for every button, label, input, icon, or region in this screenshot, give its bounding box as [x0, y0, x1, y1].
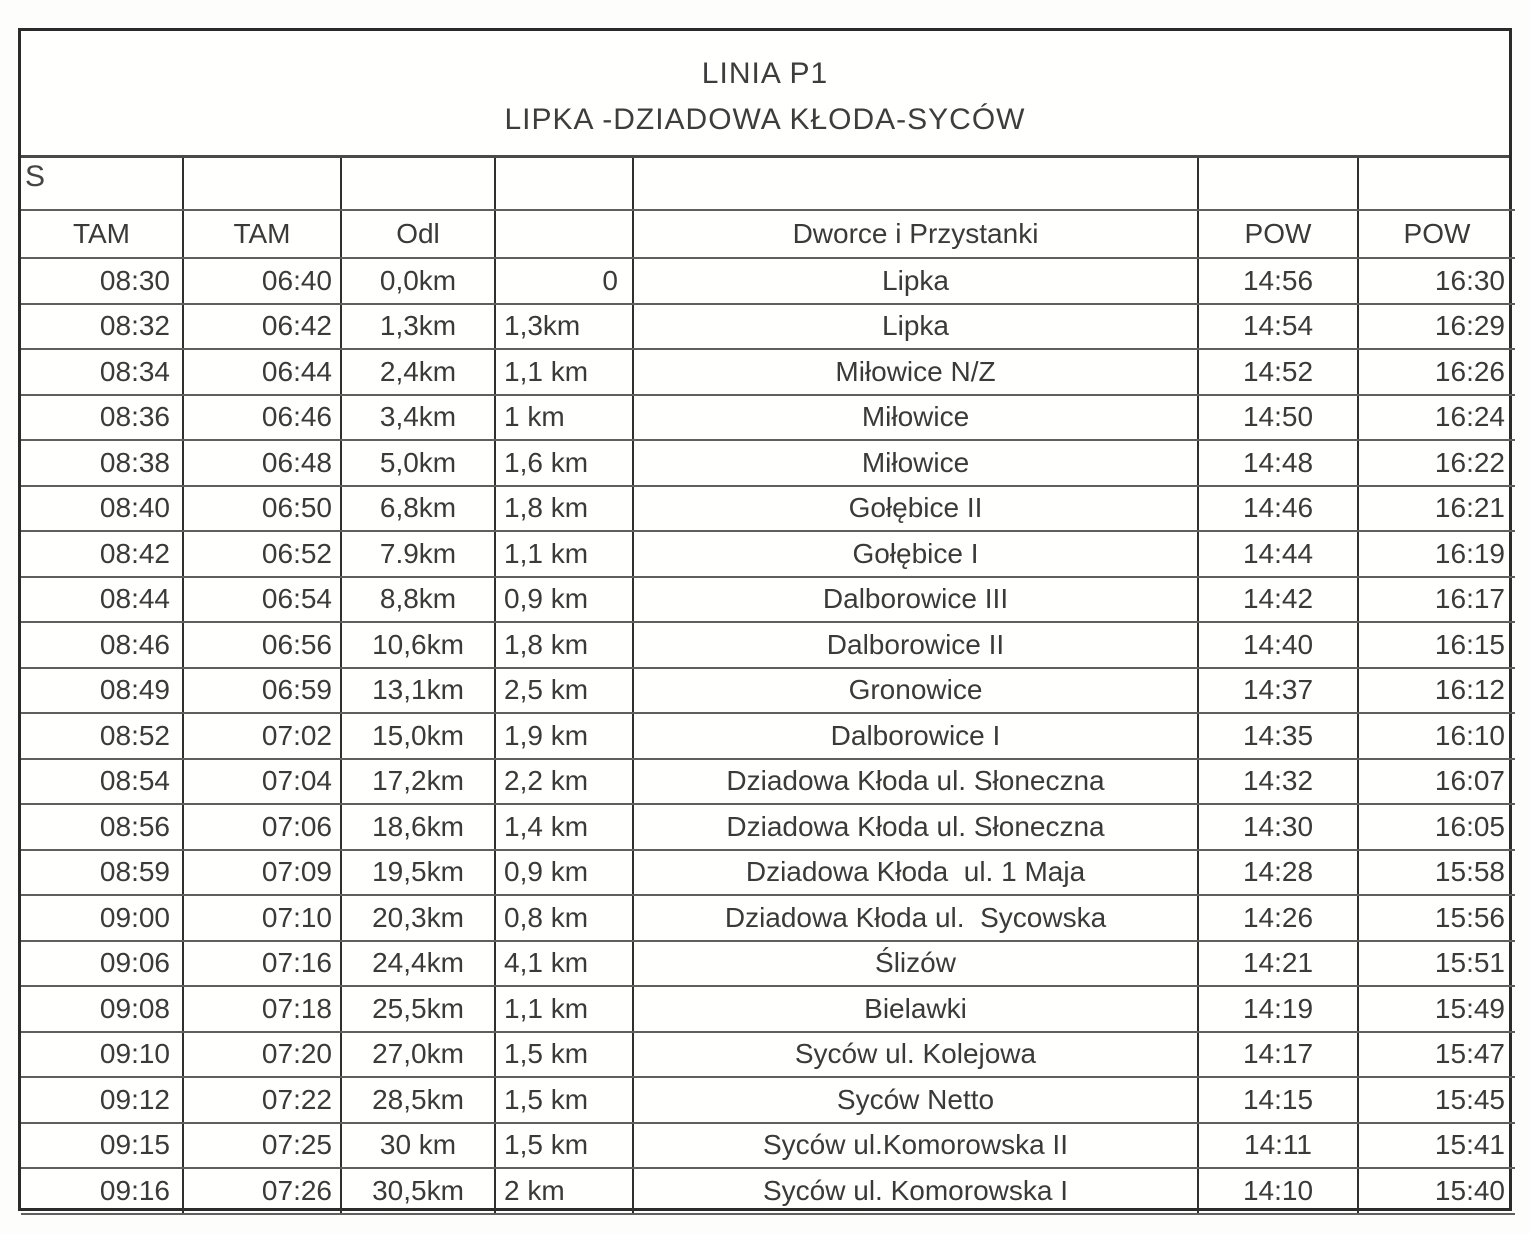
distance-leg: 1,1 km — [495, 349, 633, 395]
stop-name: Miłowice — [633, 395, 1198, 441]
distance-total: 8,8km — [341, 577, 495, 623]
tam-time-1: 08:38 — [21, 440, 183, 486]
distance-leg: 0 — [495, 258, 633, 304]
timetable-sheet — [18, 28, 1512, 1211]
pow-time-1: 14:52 — [1198, 349, 1358, 395]
pow-time-2: 16:05 — [1358, 804, 1515, 850]
pow-time-2: 16:26 — [1358, 349, 1515, 395]
distance-leg: 2,2 km — [495, 759, 633, 805]
header-tam-1: TAM — [21, 210, 183, 258]
pow-time-1: 14:44 — [1198, 531, 1358, 577]
pow-time-2: 16:29 — [1358, 304, 1515, 350]
pow-time-2: 15:45 — [1358, 1077, 1515, 1123]
distance-total: 10,6km — [341, 622, 495, 668]
empty-cell — [1198, 158, 1358, 210]
tam-time-2: 07:10 — [183, 895, 341, 941]
tam-time-1: 09:08 — [21, 986, 183, 1032]
tam-time-2: 06:50 — [183, 486, 341, 532]
route-title: LIPKA -DZIADOWA KŁODA-SYCÓW — [504, 103, 1026, 136]
stop-name: Gronowice — [633, 668, 1198, 714]
table-row — [21, 941, 1515, 987]
tam-time-2: 06:40 — [183, 258, 341, 304]
empty-cell — [1358, 158, 1515, 210]
tam-time-2: 07:25 — [183, 1123, 341, 1169]
table-row — [21, 668, 1515, 714]
distance-total: 28,5km — [341, 1077, 495, 1123]
pow-time-1: 14:54 — [1198, 304, 1358, 350]
pow-time-1: 14:11 — [1198, 1123, 1358, 1169]
stop-name: Bielawki — [633, 986, 1198, 1032]
table-row — [21, 986, 1515, 1032]
distance-total: 30,5km — [341, 1168, 495, 1214]
header-tam-2: TAM — [183, 210, 341, 258]
distance-total: 0,0km — [341, 258, 495, 304]
pow-time-1: 14:10 — [1198, 1168, 1358, 1214]
pow-time-2: 15:51 — [1358, 941, 1515, 987]
table-row — [21, 577, 1515, 623]
table-row — [21, 622, 1515, 668]
table-row — [21, 531, 1515, 577]
pow-time-2: 16:07 — [1358, 759, 1515, 805]
tam-time-1: 09:16 — [21, 1168, 183, 1214]
distance-leg: 1,5 km — [495, 1077, 633, 1123]
distance-leg: 1,5 km — [495, 1123, 633, 1169]
pow-time-2: 16:17 — [1358, 577, 1515, 623]
table-row — [21, 759, 1515, 805]
table-row — [21, 304, 1515, 350]
tam-time-2: 07:26 — [183, 1168, 341, 1214]
tam-time-2: 07:20 — [183, 1032, 341, 1078]
pow-time-2: 16:21 — [1358, 486, 1515, 532]
distance-leg: 4,1 km — [495, 941, 633, 987]
tam-time-1: 08:52 — [21, 713, 183, 759]
empty-cell — [183, 158, 341, 210]
distance-total: 24,4km — [341, 941, 495, 987]
timetable-body — [21, 258, 1515, 1214]
table-row — [21, 349, 1515, 395]
distance-total: 6,8km — [341, 486, 495, 532]
stop-name: Gołębice II — [633, 486, 1198, 532]
tam-time-2: 06:54 — [183, 577, 341, 623]
distance-leg: 0,9 km — [495, 850, 633, 896]
stop-name: Dalborowice I — [633, 713, 1198, 759]
pow-time-1: 14:19 — [1198, 986, 1358, 1032]
pow-time-1: 14:40 — [1198, 622, 1358, 668]
pow-time-1: 14:37 — [1198, 668, 1358, 714]
distance-leg: 1,8 km — [495, 486, 633, 532]
stop-name: Dalborowice II — [633, 622, 1198, 668]
tam-time-2: 06:46 — [183, 395, 341, 441]
distance-total: 25,5km — [341, 986, 495, 1032]
distance-leg: 1,1 km — [495, 986, 633, 1032]
pow-time-2: 15:56 — [1358, 895, 1515, 941]
distance-total: 7.9km — [341, 531, 495, 577]
pow-time-2: 16:10 — [1358, 713, 1515, 759]
pow-time-2: 15:49 — [1358, 986, 1515, 1032]
pow-time-1: 14:35 — [1198, 713, 1358, 759]
stop-name: Dziadowa Kłoda ul. 1 Maja — [633, 850, 1198, 896]
stop-name: Syców Netto — [633, 1077, 1198, 1123]
pow-time-1: 14:21 — [1198, 941, 1358, 987]
pow-time-2: 16:24 — [1358, 395, 1515, 441]
distance-leg: 1,4 km — [495, 804, 633, 850]
distance-total: 1,3km — [341, 304, 495, 350]
stop-name: Lipka — [633, 304, 1198, 350]
title-block — [21, 31, 1509, 158]
tam-time-2: 07:09 — [183, 850, 341, 896]
season-row — [21, 158, 1515, 210]
pow-time-1: 14:15 — [1198, 1077, 1358, 1123]
pow-time-1: 14:26 — [1198, 895, 1358, 941]
header-stops: Dworce i Przystanki — [633, 210, 1198, 258]
distance-leg: 1,8 km — [495, 622, 633, 668]
stop-name: Miłowice — [633, 440, 1198, 486]
distance-leg: 1,1 km — [495, 531, 633, 577]
distance-total: 17,2km — [341, 759, 495, 805]
empty-cell — [495, 158, 633, 210]
distance-total: 18,6km — [341, 804, 495, 850]
pow-time-2: 15:40 — [1358, 1168, 1515, 1214]
tam-time-2: 06:59 — [183, 668, 341, 714]
tam-time-1: 08:36 — [21, 395, 183, 441]
pow-time-2: 15:41 — [1358, 1123, 1515, 1169]
distance-leg: 1 km — [495, 395, 633, 441]
tam-time-2: 06:48 — [183, 440, 341, 486]
stop-name: Miłowice N/Z — [633, 349, 1198, 395]
pow-time-2: 16:12 — [1358, 668, 1515, 714]
table-row — [21, 395, 1515, 441]
distance-leg: 1,9 km — [495, 713, 633, 759]
pow-time-1: 14:17 — [1198, 1032, 1358, 1078]
pow-time-2: 15:47 — [1358, 1032, 1515, 1078]
distance-leg: 2,5 km — [495, 668, 633, 714]
table-row — [21, 895, 1515, 941]
pow-time-2: 16:30 — [1358, 258, 1515, 304]
tam-time-1: 08:32 — [21, 304, 183, 350]
tam-time-1: 08:34 — [21, 349, 183, 395]
tam-time-1: 08:59 — [21, 850, 183, 896]
table-row — [21, 1077, 1515, 1123]
table-row — [21, 440, 1515, 486]
tam-time-2: 07:06 — [183, 804, 341, 850]
pow-time-1: 14:42 — [1198, 577, 1358, 623]
distance-total: 19,5km — [341, 850, 495, 896]
pow-time-1: 14:30 — [1198, 804, 1358, 850]
pow-time-1: 14:32 — [1198, 759, 1358, 805]
pow-time-2: 16:22 — [1358, 440, 1515, 486]
tam-time-1: 09:06 — [21, 941, 183, 987]
header-leg-distance — [495, 210, 633, 258]
stop-name: Syców ul. Komorowska I — [633, 1168, 1198, 1214]
timetable — [21, 158, 1515, 1215]
table-row — [21, 804, 1515, 850]
distance-total: 27,0km — [341, 1032, 495, 1078]
tam-time-1: 08:44 — [21, 577, 183, 623]
tam-time-2: 07:18 — [183, 986, 341, 1032]
stop-name: Dziadowa Kłoda ul. Sycowska — [633, 895, 1198, 941]
tam-time-1: 08:46 — [21, 622, 183, 668]
distance-total: 30 km — [341, 1123, 495, 1169]
tam-time-2: 06:56 — [183, 622, 341, 668]
header-pow-2: POW — [1358, 210, 1515, 258]
pow-time-2: 15:58 — [1358, 850, 1515, 896]
season-label: S — [21, 158, 183, 210]
tam-time-1: 08:40 — [21, 486, 183, 532]
pow-time-1: 14:46 — [1198, 486, 1358, 532]
distance-total: 13,1km — [341, 668, 495, 714]
distance-total: 5,0km — [341, 440, 495, 486]
distance-leg: 1,5 km — [495, 1032, 633, 1078]
tam-time-2: 07:02 — [183, 713, 341, 759]
distance-total: 3,4km — [341, 395, 495, 441]
tam-time-2: 07:04 — [183, 759, 341, 805]
table-row — [21, 1168, 1515, 1214]
pow-time-2: 16:19 — [1358, 531, 1515, 577]
distance-leg: 2 km — [495, 1168, 633, 1214]
stop-name: Gołębice I — [633, 531, 1198, 577]
stop-name: Dziadowa Kłoda ul. Słoneczna — [633, 804, 1198, 850]
tam-time-1: 08:49 — [21, 668, 183, 714]
header-odl: Odl — [341, 210, 495, 258]
tam-time-1: 09:12 — [21, 1077, 183, 1123]
distance-total: 2,4km — [341, 349, 495, 395]
table-row — [21, 258, 1515, 304]
table-row — [21, 713, 1515, 759]
empty-cell — [633, 158, 1198, 210]
stop-name: Ślizów — [633, 941, 1198, 987]
tam-time-1: 08:54 — [21, 759, 183, 805]
pow-time-1: 14:48 — [1198, 440, 1358, 486]
distance-total: 15,0km — [341, 713, 495, 759]
pow-time-1: 14:50 — [1198, 395, 1358, 441]
table-row — [21, 1123, 1515, 1169]
tam-time-1: 08:42 — [21, 531, 183, 577]
distance-leg: 0,9 km — [495, 577, 633, 623]
distance-total: 20,3km — [341, 895, 495, 941]
header-pow-1: POW — [1198, 210, 1358, 258]
tam-time-1: 09:00 — [21, 895, 183, 941]
table-row — [21, 1032, 1515, 1078]
empty-cell — [341, 158, 495, 210]
stop-name: Lipka — [633, 258, 1198, 304]
tam-time-1: 09:15 — [21, 1123, 183, 1169]
header-row — [21, 210, 1515, 258]
distance-leg: 0,8 km — [495, 895, 633, 941]
stop-name: Dalborowice III — [633, 577, 1198, 623]
table-row — [21, 850, 1515, 896]
tam-time-2: 06:52 — [183, 531, 341, 577]
line-number-title: LINIA P1 — [701, 57, 829, 90]
distance-leg: 1,3km — [495, 304, 633, 350]
tam-time-1: 09:10 — [21, 1032, 183, 1078]
pow-time-1: 14:56 — [1198, 258, 1358, 304]
table-row — [21, 486, 1515, 532]
tam-time-2: 06:44 — [183, 349, 341, 395]
tam-time-1: 08:30 — [21, 258, 183, 304]
tam-time-1: 08:56 — [21, 804, 183, 850]
pow-time-1: 14:28 — [1198, 850, 1358, 896]
stop-name: Syców ul. Kolejowa — [633, 1032, 1198, 1078]
stop-name: Syców ul.Komorowska II — [633, 1123, 1198, 1169]
stop-name: Dziadowa Kłoda ul. Słoneczna — [633, 759, 1198, 805]
tam-time-2: 06:42 — [183, 304, 341, 350]
tam-time-2: 07:16 — [183, 941, 341, 987]
pow-time-2: 16:15 — [1358, 622, 1515, 668]
tam-time-2: 07:22 — [183, 1077, 341, 1123]
distance-leg: 1,6 km — [495, 440, 633, 486]
